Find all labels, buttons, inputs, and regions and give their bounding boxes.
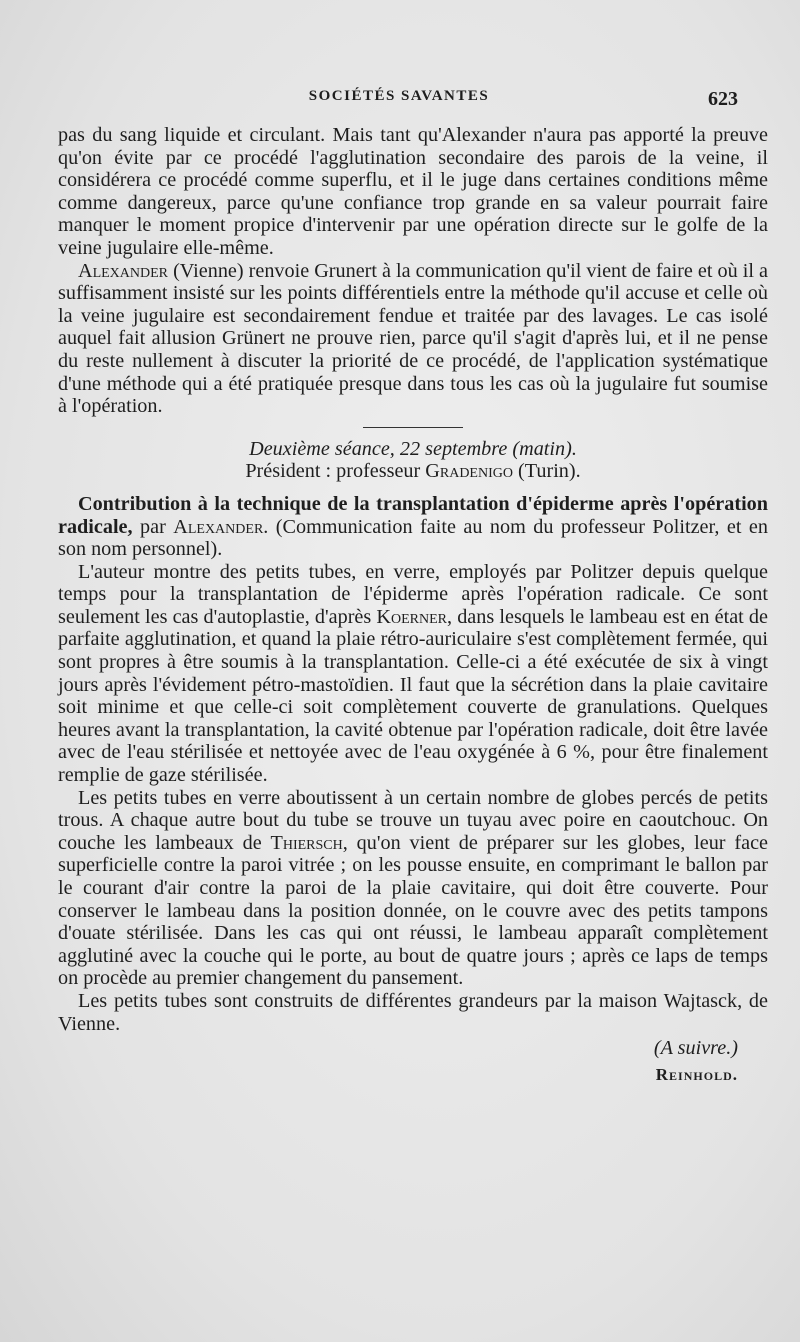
president-name: Gradenigo	[425, 460, 513, 483]
session-title: Deuxième séance	[249, 437, 390, 460]
page-number: 623	[708, 88, 738, 110]
president-prefix: Président : professeur	[245, 460, 426, 483]
paragraph-text: Les petits tubes en verre aboutissent à un certain nombre de globes percés de petits trous. A chaque autre bout du tube se trouve un tuyau avec poire en caoutchouc. On couche les lambeaux de	[58, 786, 768, 854]
session-president	[58, 460, 768, 483]
president-suffix: (Turin).	[512, 460, 581, 483]
contribution-heading	[58, 493, 768, 561]
contribution-author: Alexander	[173, 515, 264, 538]
paragraph-alexander-reply	[58, 260, 768, 418]
author-signature: Reinhold.	[655, 1064, 738, 1084]
speaker-name: Alexander	[78, 259, 169, 282]
paragraph-text: , qu'on vient de préparer sur les globes, leur face superficielle contre la paroi vitrée ; on les pousse ensuite, en comprimant le ballon par le courant d'air contre la paroi de la plaie cavitaire, qui doit être couverte. Pour conserver le lambeau dans la position donnée, on le couvre avec des petits tampons d'ouate stérilisée. Dans les cas qui ont réussi, le lambeau apparaît complètement agglutiné avec la couche qui le porte, au bout de quatre jours ; après ce laps de temps on procède au premier changement du pansement.	[58, 831, 768, 990]
session-date: , 22 septembre (matin).	[389, 437, 577, 460]
contribution-title: Contribution à la technique de la transplantation d'épiderme après l'opération radicale,	[58, 492, 768, 538]
continued-note	[58, 1037, 768, 1060]
cited-name-koerner: Koerner	[376, 605, 447, 628]
paragraph-tubes	[58, 787, 768, 990]
session-heading	[58, 438, 768, 461]
paragraph-maker: Les petits tubes sont construits de différentes grandeurs par la maison Wajtasck, de Vienne.	[58, 989, 768, 1035]
paragraph-text: L'auteur montre des petits tubes, en verre, employés par Politzer depuis quelque temps pour la transplantation de l'épiderme après l'opération radicale. Ce sont seulement les cas d'autoplastie, d'après	[58, 560, 768, 628]
cited-name-thiersch: Thiersch	[270, 831, 343, 854]
contribution-by: par	[132, 515, 174, 538]
continued-text: (A suivre.)	[653, 1037, 738, 1060]
paragraph-text: (Vienne) renvoie Grunert à la communication qu'il vient de faire et où il a suffisamment insisté sur les points différentiels entre la méthode qu'il accuse et celle où la veine jugulaire est secondairement fendue et traitée par des lavages. Le cas isolé auquel fait allusion Grünert ne prouve rien, parce qu'il s'agit d'après lui, et il ne pense du reste nullement à discuter la priorité de ce procédé, de l'application systématique d'une méthode qui a été pratiquée presque dans tous les cas où la jugulaire fut soumise à l'opération.	[58, 259, 768, 418]
body-text	[58, 124, 768, 1086]
paragraph-continuation: pas du sang liquide et circulant. Mais tant qu'Alexander n'aura pas apporté la preuve qu'on évite par ce procédé l'agglutination secondaire des parois de la veine, il considérera ce procédé comme superflu, et il le juge dans certaines conditions même comme dangereux, parce qu'une confiance trop grande en sa valeur pourrait faire manquer le moment propice d'intervenir par une opération directe sur le golfe de la veine jugulaire elle-même.	[58, 124, 768, 259]
running-head	[60, 88, 738, 112]
paragraph-text: , dans lesquels le lambeau est en état de parfaite agglutination, et quand la plaie rétro-auriculaire s'est complètement fermée, qui sont propres à être soumis à la transplantation. Celle-ci a été exécutée de six à vingt jours après l'évidement pétro-mastoïdien. Il faut que la sécrétion dans la plaie cavitaire soit minime et que celle-ci soit complètement couverte de granulations. Quelques heures avant la transplantation, la cavité obtenue par l'opération radicale, doit être lavée avec de l'eau stérilisée et nettoyée avec de l'eau oxygénée à 6 %, pour être finalement remplie de gaze stérilisée.	[58, 605, 768, 787]
paragraph-method	[58, 561, 768, 787]
contribution-note: . (Communication faite au nom du professeur Politzer, et en son nom personnel).	[58, 515, 768, 561]
section-divider	[363, 427, 463, 428]
running-title: SOCIÉTÉS SAVANTES	[308, 88, 490, 104]
